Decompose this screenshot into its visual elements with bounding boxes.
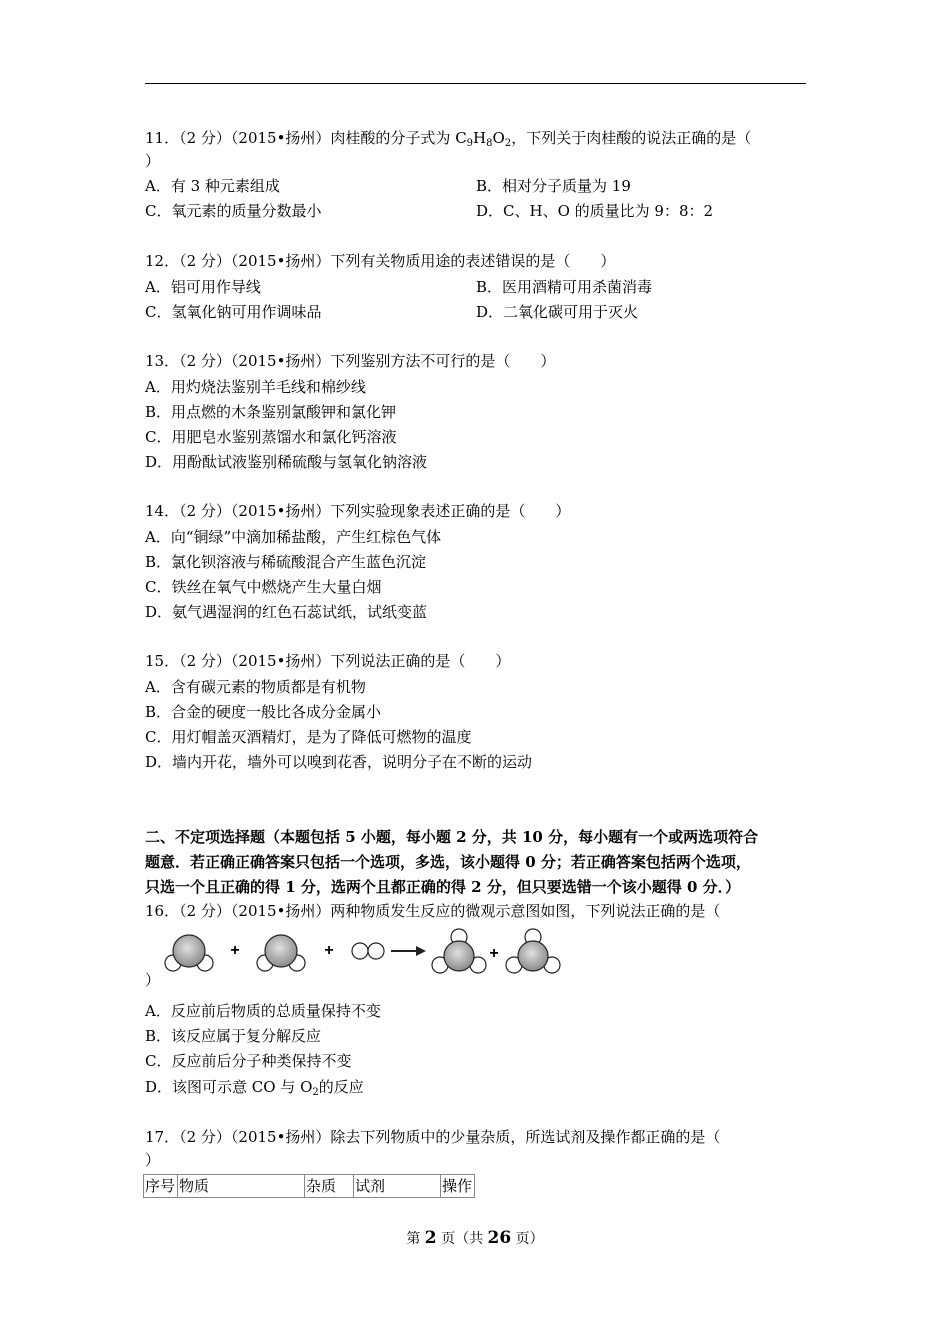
q12-option-d: D．二氧化碳可用于灭火: [476, 303, 639, 321]
q16-option-a: A．反应前后物质的总质量保持不变: [145, 1002, 381, 1020]
table-header-cell: 操作: [441, 1175, 475, 1198]
q11-option-d: D．C、H、O 的质量比为 9：8：2: [476, 202, 714, 220]
q14-option-c: C．铁丝在氧气中燃烧产生大量白烟: [145, 578, 382, 596]
q11-option-a: A．有 3 种元素组成: [145, 177, 280, 195]
q11-stem-close: ）: [145, 152, 161, 170]
table-header-cell: 试剂: [354, 1175, 441, 1198]
q13-option-b: B．用点燃的木条鉴别氯酸钾和氯化钾: [145, 403, 397, 421]
q14-option-b: B．氯化钡溶液与稀硫酸混合产生蓝色沉淀: [145, 553, 427, 571]
q14-stem: 14．（2 分）（2015•扬州）下列实验现象表述正确的是（ ）: [145, 502, 571, 520]
table-header-cell: 序号: [144, 1175, 178, 1198]
q17-stem-close: ）: [145, 1151, 161, 1169]
q14-option-d: D．氨气遇湿润的红色石蕊试纸，试纸变蓝: [145, 603, 428, 621]
molecule-product-1: [432, 929, 486, 973]
q11-stem: 11．（2 分）（2015•扬州）肉桂酸的分子式为 $C_9H_8O_2$，下列关于肉桂酸的说法正确的是（: [145, 129, 752, 149]
q15-option-c: C．用灯帽盖灭酒精灯，是为了降低可燃物的温度: [145, 728, 472, 746]
q15-option-d: D．墙内开花，墙外可以嗅到花香，说明分子在不断的运动: [145, 753, 533, 771]
q16-option-c: C．反应前后分子种类保持不变: [145, 1052, 352, 1070]
header-rule: [145, 83, 806, 84]
section2-heading-line1: 二、不定项选择题（本题包括 5 小题，每小题 2 分，共 10 分，每小题有一个或两选项符合: [145, 828, 759, 846]
q11-option-b: B．相对分子质量为 19: [476, 177, 631, 195]
table-header-cell: 物质: [178, 1175, 305, 1198]
table-header-cell: 杂质: [305, 1175, 354, 1198]
q11-option-c: C．氧元素的质量分数最小: [145, 202, 322, 220]
q16-option-d: D．该图可示意 CO 与 $O_2$的反应: [145, 1078, 364, 1098]
q13-option-c: C．用肥皂水鉴别蒸馏水和氯化钙溶液: [145, 428, 397, 446]
page-footer: 第 2 页（共 26 页）: [406, 1228, 544, 1248]
plus-sign-2: +: [324, 942, 334, 959]
q12-option-a: A．铝可用作导线: [145, 278, 261, 296]
q15-option-b: B．合金的硬度一般比各成分金属小: [145, 703, 382, 721]
q16-stem: 16．（2 分）（2015•扬州）两种物质发生反应的微观示意图如图，下列说法正确的是（: [145, 902, 721, 920]
q15-option-a: A．含有碳元素的物质都是有机物: [145, 678, 366, 696]
q15-stem: 15．（2 分）（2015•扬州）下列说法正确的是（ ）: [145, 652, 511, 670]
q16-option-b: B．该反应属于复分解反应: [145, 1027, 322, 1045]
q17-stem: 17．（2 分）（2015•扬州）除去下列物质中的少量杂质，所选试剂及操作都正确的是（: [145, 1128, 721, 1146]
reaction-diagram: [162, 928, 562, 980]
reaction-arrow: [391, 946, 426, 956]
q13-option-a: A．用灼烧法鉴别羊毛线和棉纱线: [145, 378, 366, 396]
total-pages: 26: [487, 1228, 512, 1248]
table-header-row: [144, 1175, 475, 1198]
q12-option-c: C．氢氧化钠可用作调味品: [145, 303, 322, 321]
q16-stem-close: ）: [145, 971, 161, 989]
section2-heading-line3: 只选一个且正确的得 1 分，选两个且都正确的得 2 分，但只要选错一个该小题得 0 分．）: [145, 878, 741, 896]
molecule-reactant-3: [352, 943, 384, 959]
section2-heading-line2: 题意．若正确正确答案只包括一个选项，多选，该小题得 0 分；若正确答案包括两个选项，: [145, 853, 751, 871]
q17-table: [143, 1174, 475, 1198]
plus-sign-1: +: [230, 942, 240, 959]
plus-sign-3: +: [489, 945, 499, 962]
q13-stem: 13．（2 分）（2015•扬州）下列鉴别方法不可行的是（ ）: [145, 352, 556, 370]
q12-stem: 12．（2 分）（2015•扬州）下列有关物质用途的表述错误的是（ ）: [145, 252, 616, 270]
q12-option-b: B．医用酒精可用杀菌消毒: [476, 278, 653, 296]
q13-option-d: D．用酚酞试液鉴别稀硫酸与氢氧化钠溶液: [145, 453, 428, 471]
q14-option-a: A．向“铜绿”中滴加稀盐酸，产生红棕色气体: [145, 528, 442, 546]
page-number: 2: [424, 1228, 437, 1248]
molecule-reactant-2: [257, 935, 305, 971]
molecule-product-2: [506, 929, 560, 973]
molecule-reactant-1: [165, 935, 213, 971]
